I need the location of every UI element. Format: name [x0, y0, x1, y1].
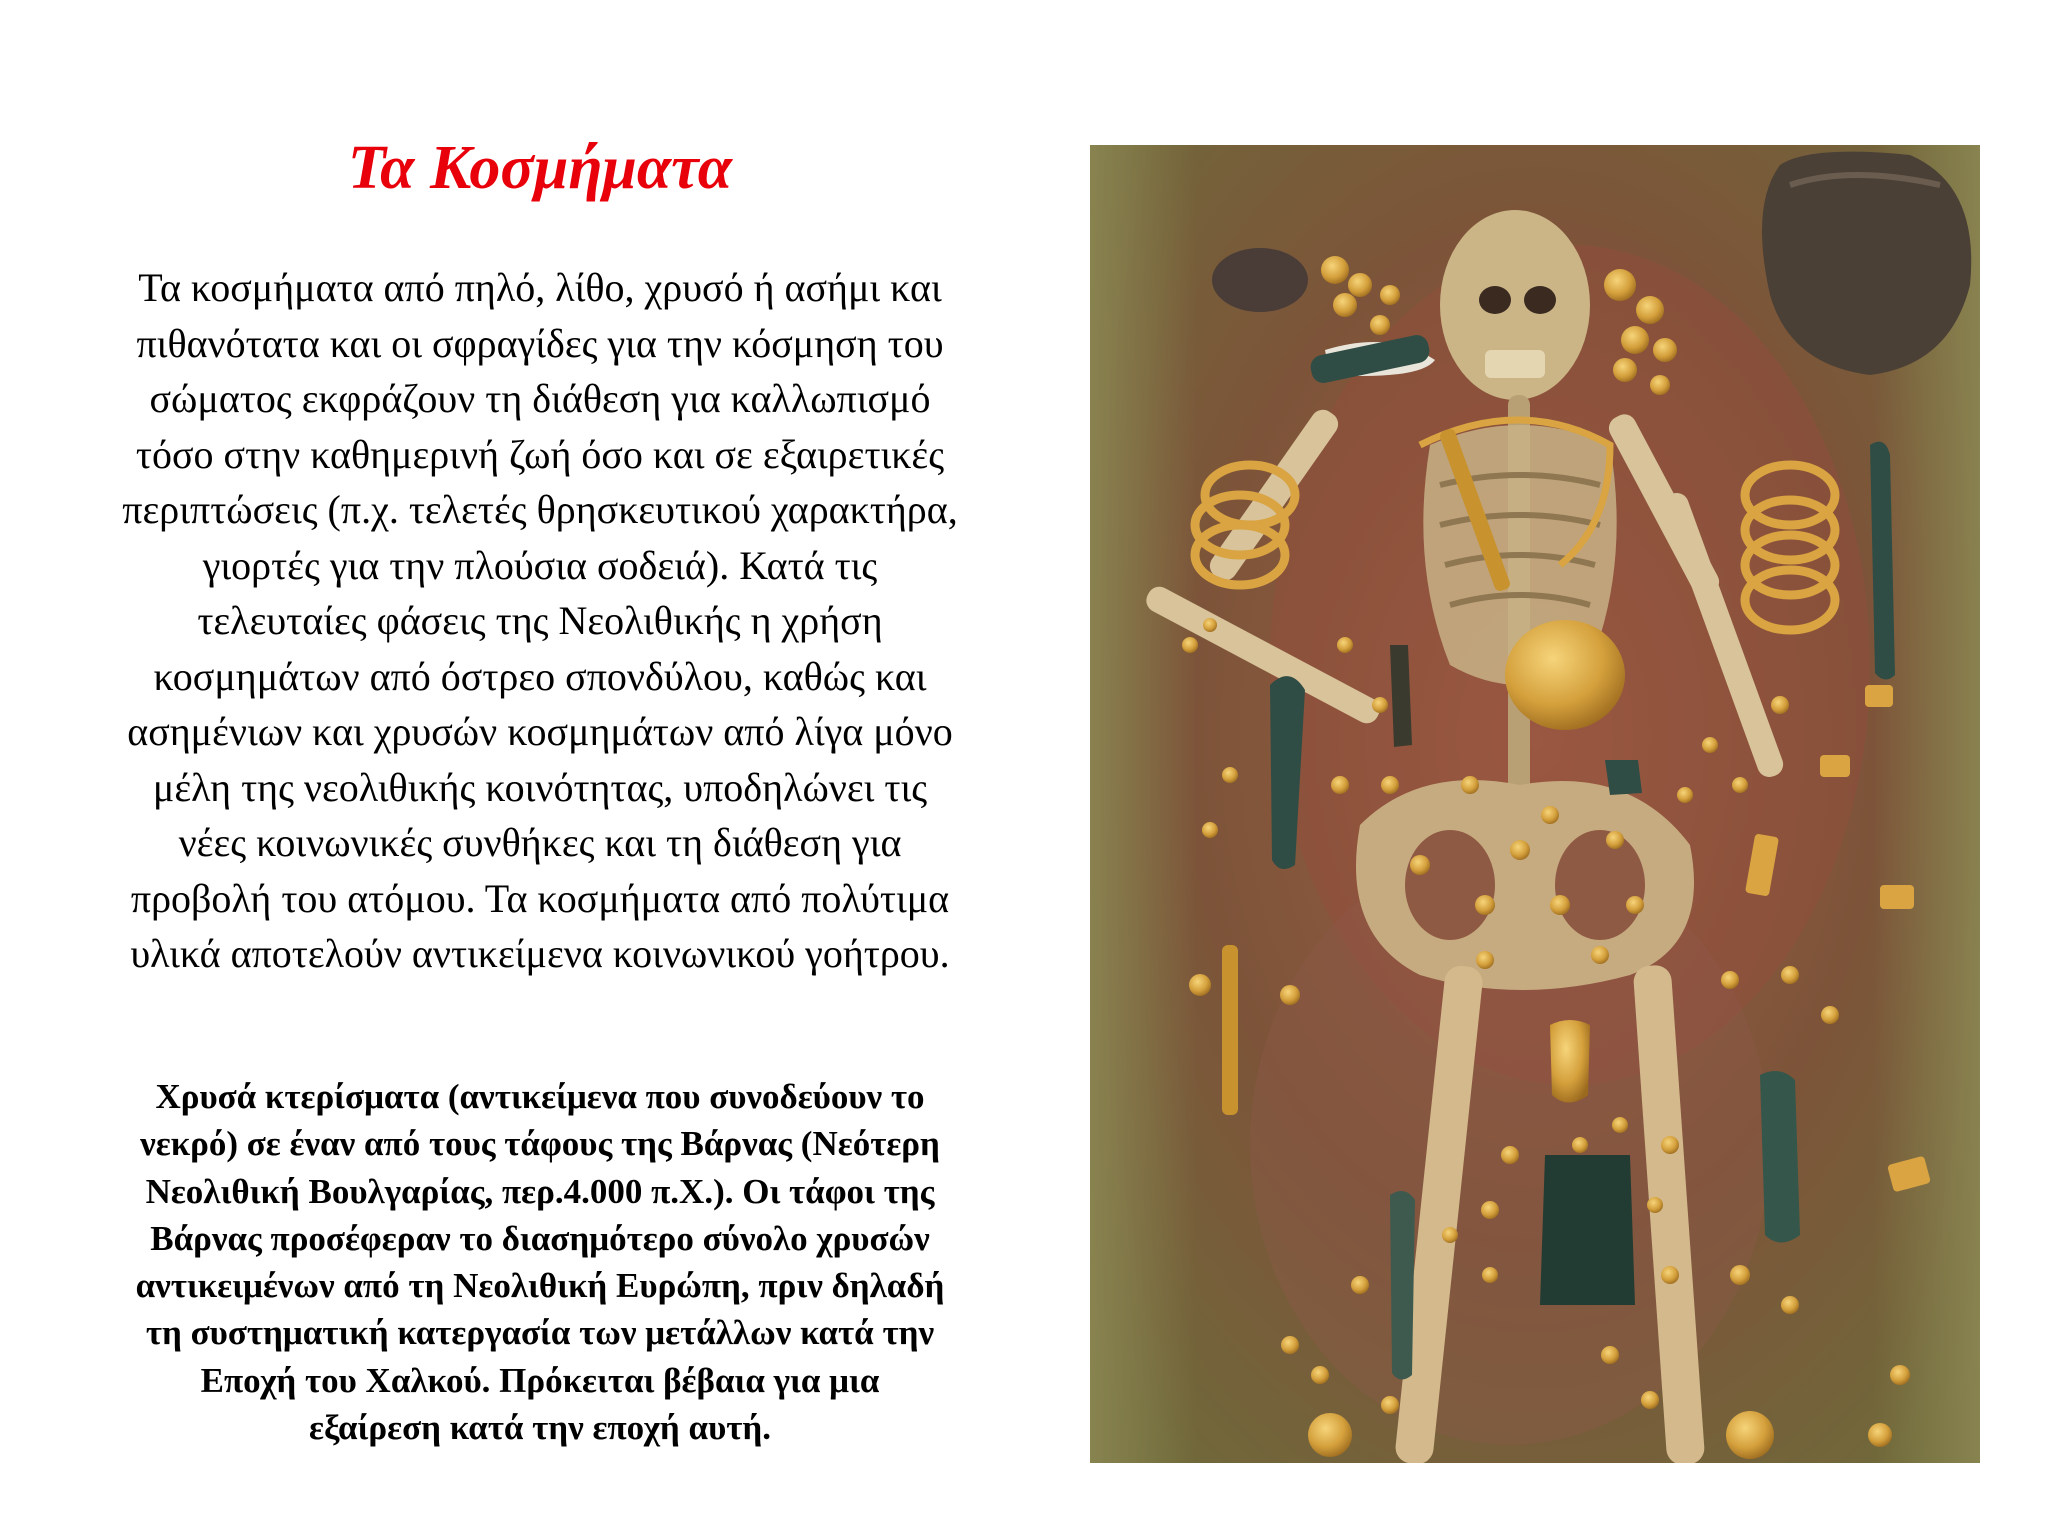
- body-line: κοσμημάτων από όστρεο σπονδύλου, καθώς και: [153, 653, 927, 699]
- body-line: πιθανότατα και οι σφραγίδες για την κόσμηση του: [136, 320, 944, 366]
- photo-caption: [60, 1073, 1020, 1451]
- body-line: νέες κοινωνικές συνθήκες και τη διάθεση για: [178, 820, 902, 865]
- caption-line: αντικειμένων από τη Νεολιθική Ευρώπη, πριν δηλαδή: [135, 1266, 945, 1306]
- grave-photo-illustration: [1090, 145, 1980, 1463]
- body-paragraph: [60, 260, 1020, 982]
- caption-line: τη συστηματική κατεργασία των μετάλλων κατά την: [145, 1313, 935, 1353]
- caption-line: Χρυσά κτερίσματα (αντικείμενα που συνοδεύουν το: [155, 1077, 925, 1116]
- body-line: υλικά αποτελούν αντικείμενα κοινωνικού γοήτρου.: [130, 931, 950, 976]
- body-line: προβολή του ατόμου. Τα κοσμήματα από πολύτιμα: [130, 875, 950, 921]
- body-line: τόσο στην καθημερινή ζωή όσο και σε εξαιρετικές: [135, 431, 945, 477]
- body-line: περιπτώσεις (π.χ. τελετές θρησκευτικού χαρακτήρα,: [122, 487, 958, 532]
- caption-line: Εποχή του Χαλκού. Πρόκειται βέβαια για μια: [200, 1360, 880, 1400]
- caption-line: νεκρό) σε έναν από τους τάφους της Βάρνας (Νεότερη: [140, 1124, 940, 1164]
- body-line: ασημένιων και χρυσών κοσμημάτων από λίγα μόνο: [127, 709, 953, 754]
- page-title: Τα Κοσμήματα: [347, 134, 733, 202]
- body-line: γιορτές για την πλούσια σοδειά). Κατά τις: [202, 542, 878, 588]
- caption-line: Νεολιθική Βουλγαρίας, περ.4.000 π.Χ.). Οι τάφοι της: [145, 1171, 935, 1211]
- caption-line: εξαίρεση κατά την εποχή αυτή.: [308, 1408, 771, 1448]
- grave-photo: [1090, 145, 1980, 1463]
- caption-line: Βάρνας προσέφεραν το διασημότερο σύνολο χρυσών: [150, 1218, 930, 1258]
- body-line: Τα κοσμήματα από πηλό, λίθο, χρυσό ή ασήμι και: [138, 265, 942, 310]
- body-line: σώματος εκφράζουν τη διάθεση για καλλωπισμό: [149, 376, 931, 421]
- body-line: μέλη της νεολιθικής κοινότητας, υποδηλώνει τις: [152, 764, 928, 810]
- body-line: τελευταίες φάσεις της Νεολιθικής η χρήση: [197, 598, 883, 643]
